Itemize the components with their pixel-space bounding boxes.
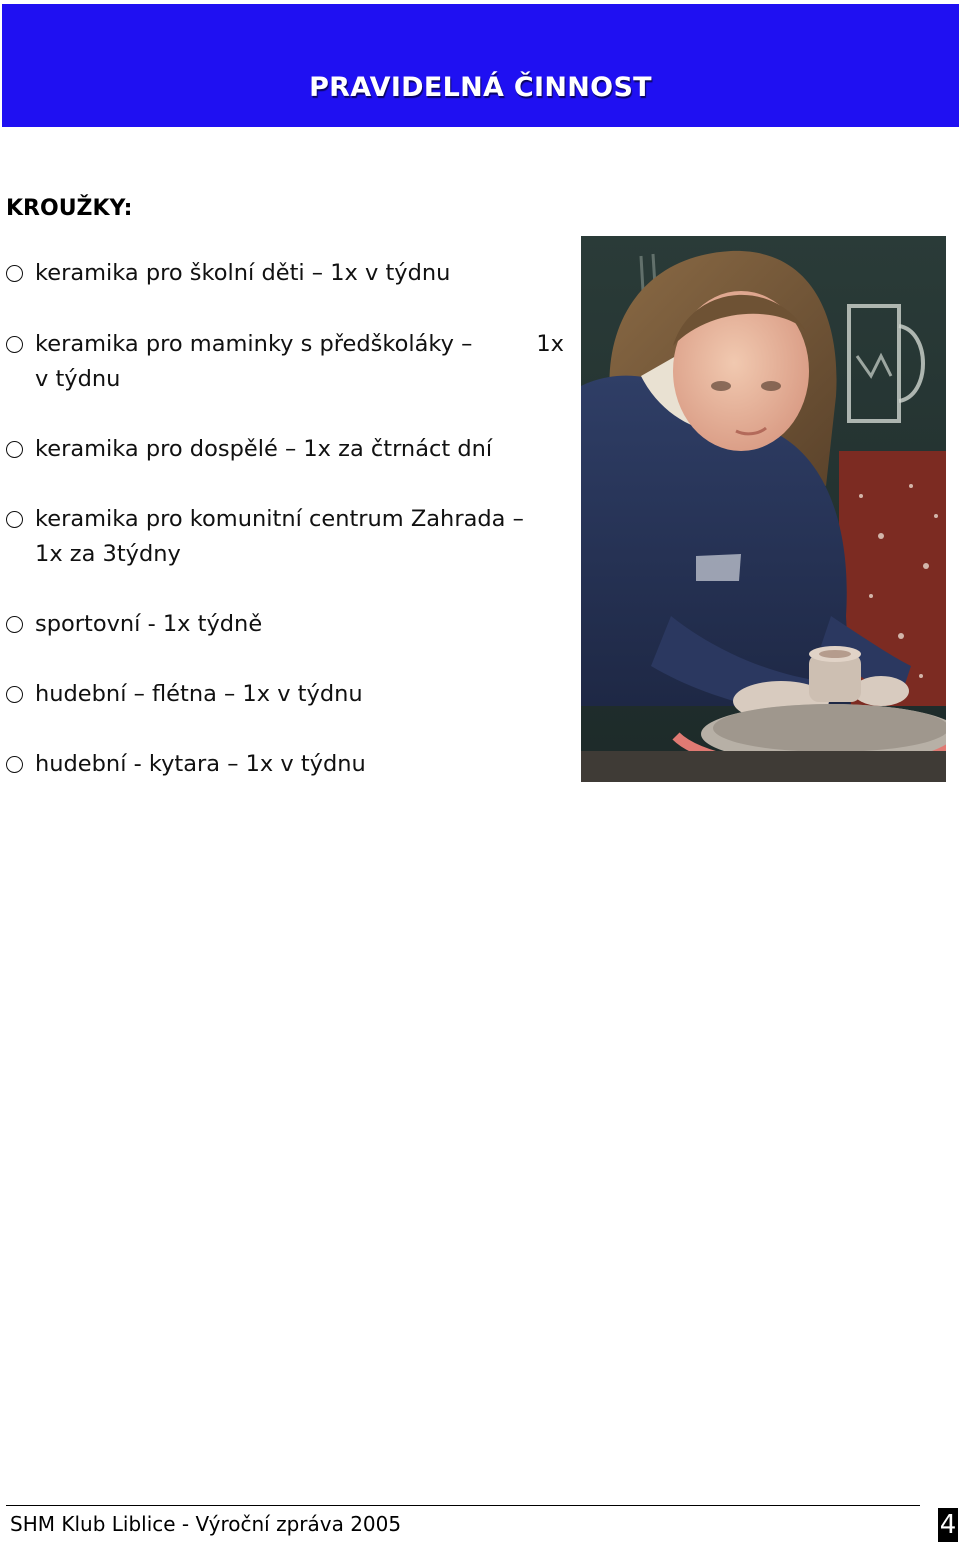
list-item-text: keramika pro maminky s předškoláky – [35, 331, 473, 357]
circle-bullet-icon [6, 686, 23, 703]
page-title: PRAVIDELNÁ ČINNOST [309, 72, 652, 103]
circle-bullet-icon [6, 616, 23, 633]
section-heading: KROUŽKY: [6, 196, 133, 221]
list-item-text: 1x za 3týdny [35, 541, 181, 567]
page-number: 4 [939, 1510, 957, 1540]
list-item [6, 502, 564, 572]
list-item [6, 607, 564, 642]
circle-bullet-icon [6, 511, 23, 528]
list-item-text: 1x [536, 331, 564, 357]
list-item [6, 747, 564, 782]
list-item [6, 327, 564, 397]
list-item-text: keramika pro komunitní centrum Zahrada – [35, 506, 524, 532]
list-item-text: keramika pro školní děti – 1x v týdnu [35, 260, 451, 286]
list-item-text: hudební - kytara – 1x v týdnu [35, 751, 366, 777]
list-item-text: sportovní - 1x týdně [35, 611, 263, 637]
circle-bullet-icon [6, 336, 23, 353]
header-banner [2, 4, 959, 127]
list-item-text: v týdnu [35, 366, 121, 392]
list-item [6, 256, 564, 291]
circle-bullet-icon [6, 441, 23, 458]
circle-bullet-icon [6, 265, 23, 282]
circle-bullet-icon [6, 756, 23, 773]
footer-divider [6, 1505, 920, 1506]
footer-text: SHM Klub Liblice - Výroční zpráva 2005 [10, 1512, 402, 1536]
list-item-text: hudební – flétna – 1x v týdnu [35, 681, 363, 707]
list-item-text: keramika pro dospělé – 1x za čtrnáct dní [35, 436, 493, 462]
list-item [6, 677, 564, 712]
pottery-photo [581, 236, 946, 782]
list-item [6, 432, 564, 467]
